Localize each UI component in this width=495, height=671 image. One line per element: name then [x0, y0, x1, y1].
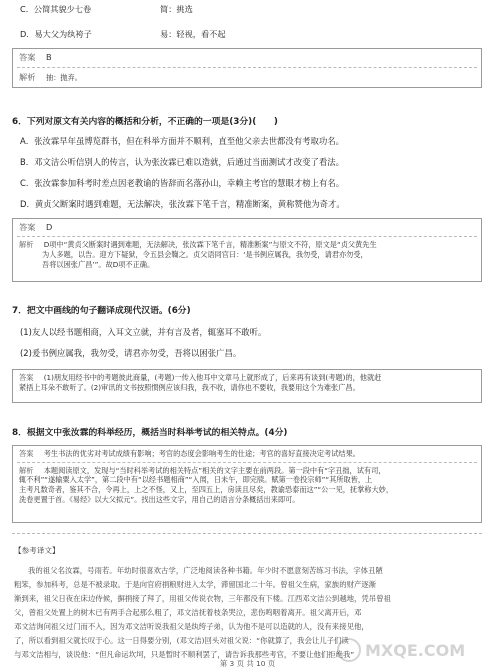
answer-box-q7 — [12, 369, 482, 403]
section-divider — [12, 533, 482, 534]
explanation-text: 抽：抛弃。 — [46, 73, 82, 83]
reference-line-7: 与邓文洁相与，谈说他：“但凡命运坎坷，只是暂时不顺利罢了，请告诉我那些考官，不要让他们拒绝我” — [14, 650, 355, 659]
explanation-text-1: D项中“黄贞父断案时遇到难题，无法解决，张汝霖下笔千言，精准断案”与原文不符，原文是“贞父黄先生 — [43, 240, 377, 250]
explanation-text-3: 主考凡数奇者，鉴其不合，令再上，上之不怪，又上，至四五上，房读且尽矣，教谕恐泰而这”“公一见，抚掌称大妙， — [19, 485, 394, 495]
q6-option-d: D．黄贞父断案时遇到难题，无法解决，张汝霖下笔千言，精准断案，黄称赞他为奇才。 — [20, 199, 345, 209]
answer-box-q5 — [12, 48, 482, 88]
answer-text-1: (1)朋友用经书中的考题彼此商量，(考题)一传入他耳中文章马上就形成了，后来再有谈到(考题)的，他就赶 — [43, 373, 382, 382]
answer-box-q6 — [12, 218, 482, 282]
answer-box-q8 — [12, 445, 482, 523]
option-d-text: D．易大父为纨袴子 — [20, 29, 92, 39]
answer-label: 答案 — [19, 373, 34, 382]
q7-item-1: (1)友人以经书题相商，入耳文立就，并有言及者，辄塞耳不敢听。 — [20, 327, 267, 337]
question-7-title: 7．把文中画线的句子翻译成现代汉语。(6分) — [12, 306, 191, 316]
q7-item-2: (2)爰书例应属我，我勿受，请君亦勿受，吾将以困张广昌。 — [20, 348, 242, 358]
answer-label: 答案 — [19, 52, 36, 62]
answer-label: 答案 — [19, 222, 36, 232]
q6-option-c: C．张汝霖参加科考时差点因老教谕的皆辞而名落孙山，幸赖主考官的慧眼才榜上有名。 — [20, 178, 345, 188]
reference-title: 【参考译文】 — [14, 546, 60, 555]
explanation-line — [13, 240, 481, 250]
reference-line-6: 了，所以看到祖父就长叹于心。这一日得要分别，(邓文洁)回头对祖父说：“你就算了，我会让儿子们读 — [14, 636, 349, 645]
reference-line-5: 邓文洁询问祖父过门而不入，因为邓文洁听说我祖父是纨绔子弟，认为他不是可以造就的人，没有来接见他， — [14, 622, 369, 631]
answer-value: D — [46, 222, 53, 232]
answer-line-1 — [13, 373, 481, 383]
answer-text-2: 紧捂上耳朵不敢听了。(2)审讯的文书按照惯例应该归我，我不收，请你也不要收，我要用这个为难张广昌。 — [19, 382, 360, 392]
reference-line-1: 我的祖父名汝霖，号雨若。年幼时很喜欢古学，广泛地阅读各种书籍。年少时不愿意刻苦练习书法，字体丑陋 — [28, 566, 383, 575]
explanation-text-4: 洗卷更置于首。《易经》以大父拟元”。找出这些文字，用自己的语言分条概括出来即可。 — [19, 494, 300, 504]
explanation-label: 解析 — [19, 72, 36, 83]
reference-line-4: 父，曾祖父处置上的树木已有两手合起那么粗了，邓文洁抚着枝条哭泣，悲伤鸣咽着离开。祖父离开后，邓 — [14, 608, 362, 617]
box-divider — [17, 67, 477, 68]
explanation-label: 解析 — [19, 465, 34, 475]
q6-option-b: B．邓文洁公听信别人的传言，认为张汝霖已难以造就，后通过当面测试才改变了看法。 — [20, 157, 344, 167]
explanation-label: 解析 — [19, 240, 34, 250]
page-number: 第 3 页 共 10 页 — [219, 659, 276, 668]
answer-label: 答案 — [19, 449, 34, 458]
explanation-text-2: 辄不利”“遂输粟入太学”，第二段中有“以经书题相商”“入闱，日未午，即完牍。赋第一卷投宗师”“其所取皆，上 — [19, 475, 373, 485]
box-divider — [17, 236, 477, 237]
option-pair-d — [20, 29, 475, 41]
explanation-line — [13, 72, 481, 83]
q6-option-a: A．张汝霖早年虽博览群书，但在科举方面并不顺利，直至他父亲去世都没有考取功名。 — [20, 136, 344, 146]
explanation-text-3: 吾将以困张广昌’”。故D项不正确。 — [42, 259, 155, 269]
watermark-text: MXQE.COM — [365, 641, 466, 660]
answer-line — [13, 449, 481, 459]
explanation-line — [13, 466, 481, 476]
question-8-title: 8．根据文中张汝霖的科举经历，概括当时科举考试的相关特点。(4分) — [12, 428, 288, 438]
box-divider — [17, 462, 477, 463]
option-c-gloss: 简：挑选 — [160, 4, 193, 14]
reference-line-2: 粗笨，参加科考，总是不被录取。于是向官府捐粮财进入太学，滞留国北二十年。曾祖父生病，家族的财产逐渐 — [14, 580, 377, 589]
answer-text: 考生书法的优劣对考试成绩有影响；考官的态度会影响考生的仕途；考官的喜好直接决定考试结果。 — [43, 449, 360, 458]
option-c-text: C．公简其貌少七卷 — [20, 4, 92, 14]
answer-value: B — [46, 52, 52, 62]
option-pair-c — [20, 4, 475, 16]
question-6-title: 6．下列对原文有关内容的概括和分析，不正确的一项是(3分)( ) — [12, 117, 278, 127]
answer-line — [13, 222, 481, 233]
watermark-logo — [335, 635, 485, 665]
explanation-text-1: 本题阅读原文，发现与“当时科举考试的相关特点”相关的文字主要在前两段。第一段中有“字丑拙，试有司， — [43, 465, 386, 475]
answer-line — [13, 52, 481, 63]
option-d-gloss: 易：轻视，看不起 — [160, 29, 226, 39]
explanation-text-2: 为人多题，以告。迎方下疑狱，令五县会鞫之。贞父语同官曰：‘是书例应属我，我勿受，请君亦勿受， — [42, 249, 368, 259]
reference-line-3: 渐到来，祖父日夜在床边侍候，摒捐接了拜了，用祖父传说衣物，三年都没有下楼。江西邓文洁公到越地，凭吊曾祖 — [14, 594, 391, 603]
